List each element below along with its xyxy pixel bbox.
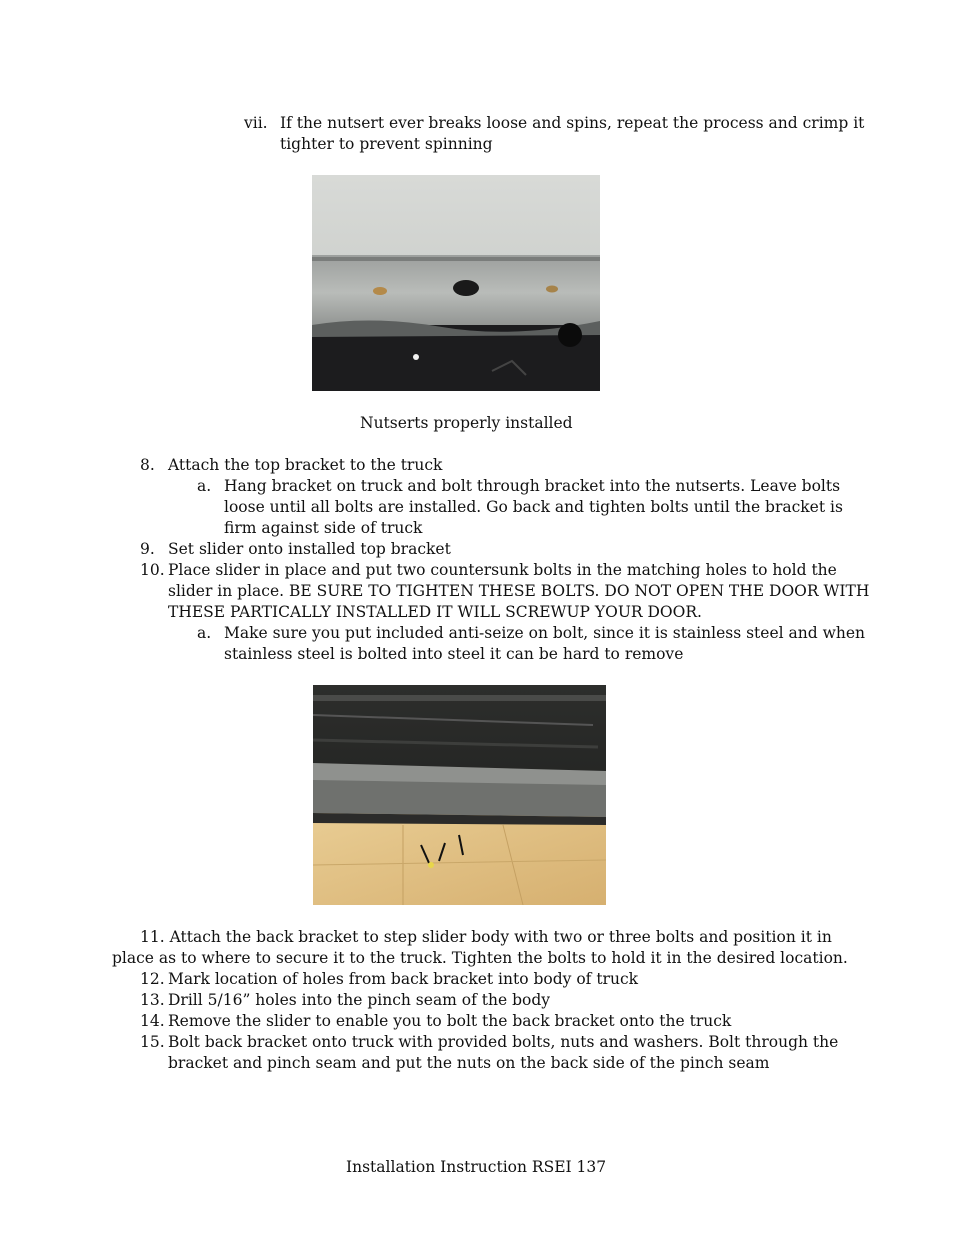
step-8a-text-line3: firm against side of truck <box>224 519 423 537</box>
list-marker-vii: vii. <box>244 114 268 132</box>
step-10-number: 10. <box>140 561 165 579</box>
step-11-text-line1: 11. Attach the back bracket to step slider body with two or three bolts and position it in <box>140 928 832 946</box>
step-9-text: Set slider onto installed top bracket <box>168 540 451 558</box>
step-12-text: Mark location of holes from back bracket into body of truck <box>168 970 639 988</box>
step-13-text: Drill 5/16” holes into the pinch seam of the body <box>168 991 551 1009</box>
step-10-text-line3: THESE PARTICALLY INSTALLED IT WILL SCREWUP YOUR DOOR. <box>168 603 702 621</box>
step-15-text-line1: Bolt back bracket onto truck with provided bolts, nuts and washers. Bolt through the <box>168 1033 839 1051</box>
step-10-text-line2: slider in place. BE SURE TO TIGHTEN THESE BOLTS. DO NOT OPEN THE DOOR WITH <box>168 582 870 600</box>
photo-caption: Nutserts properly installed <box>360 414 573 432</box>
step-14-number: 14. <box>140 1012 165 1030</box>
nutserts-photo <box>312 175 600 391</box>
step-14-text: Remove the slider to enable you to bolt the back bracket onto the truck <box>168 1012 732 1030</box>
step-9-number: 9. <box>140 540 155 558</box>
step-10-text-line1: Place slider in place and put two countersunk bolts in the matching holes to hold the <box>168 561 837 579</box>
step-11-text-line2: place as to where to secure it to the truck. Tighten the bolts to hold it in the desired location. <box>112 949 848 967</box>
step-8-text: Attach the top bracket to the truck <box>168 456 443 474</box>
step-10a-marker: a. <box>197 624 212 642</box>
step-13-number: 13. <box>140 991 165 1009</box>
step-vii-text-line1: If the nutsert ever breaks loose and spins, repeat the process and crimp it <box>280 114 865 132</box>
step-8a-text-line1: Hang bracket on truck and bolt through bracket into the nutserts. Leave bolts <box>224 477 841 495</box>
step-8a-text-line2: loose until all bolts are installed. Go back and tighten bolts until the bracket is <box>224 498 843 516</box>
slider-installed-photo <box>313 685 606 905</box>
step-12-number: 12. <box>140 970 165 988</box>
step-8a-marker: a. <box>197 477 212 495</box>
step-10a-text-line1: Make sure you put included anti-seize on bolt, since it is stainless steel and when <box>224 624 865 642</box>
step-vii-text-line2: tighter to prevent spinning <box>280 135 493 153</box>
page-footer: Installation Instruction RSEI 137 <box>346 1158 607 1176</box>
step-10a-text-line2: stainless steel is bolted into steel it can be hard to remove <box>224 645 684 663</box>
step-8-number: 8. <box>140 456 155 474</box>
step-15-number: 15. <box>140 1033 165 1051</box>
step-15-text-line2: bracket and pinch seam and put the nuts on the back side of the pinch seam <box>168 1054 770 1072</box>
